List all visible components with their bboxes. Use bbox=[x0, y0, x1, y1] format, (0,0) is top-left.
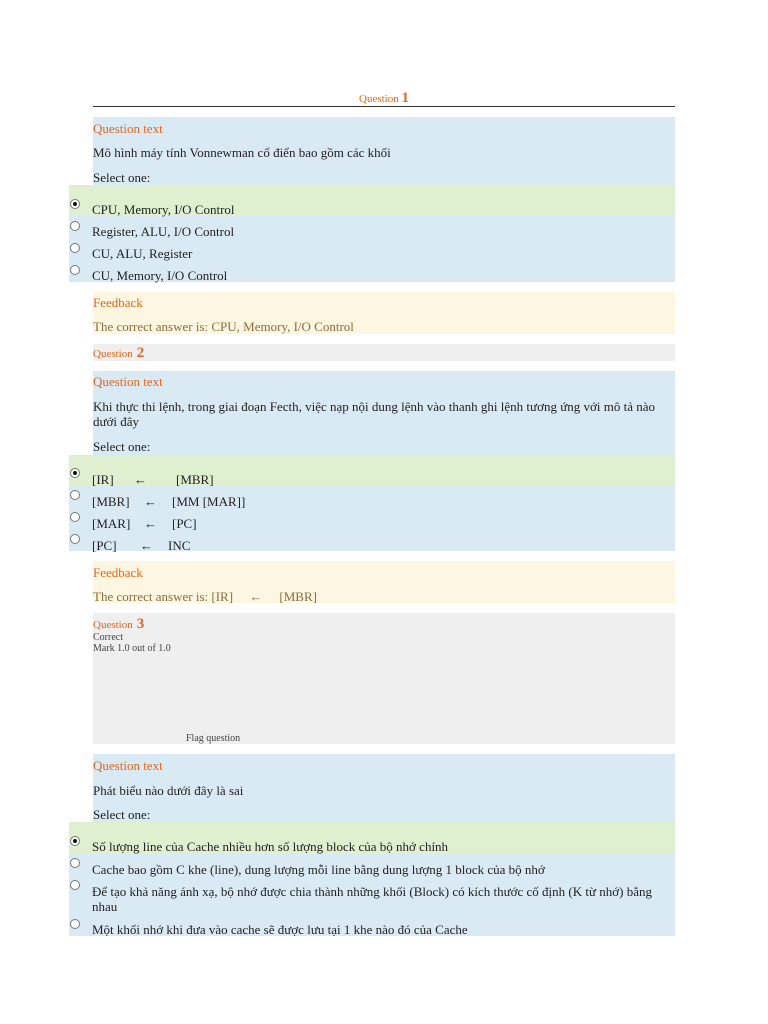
question-3-mark: Mark 1.0 out of 1.0 bbox=[93, 643, 171, 654]
question-3-option-2-radio[interactable] bbox=[70, 858, 80, 868]
question-1-option-3-radio[interactable] bbox=[70, 243, 80, 253]
question-1-header bbox=[93, 90, 675, 107]
question-3-option-3-radio[interactable] bbox=[70, 880, 80, 890]
question-2-option-2-arrow: ← bbox=[144, 494, 157, 509]
question-3-select-label: Select one: bbox=[93, 807, 151, 822]
question-2-option-3-arrow: ← bbox=[144, 516, 157, 531]
question-3-status: Correct bbox=[93, 632, 123, 643]
question-2-option-2-radio[interactable] bbox=[70, 490, 80, 500]
question-2-feedback-arrow: ← bbox=[249, 589, 263, 604]
question-1-option-3-label[interactable]: CU, ALU, Register bbox=[92, 246, 193, 261]
question-3-text: Phát biểu nào dưới đây là sai bbox=[93, 783, 244, 798]
question-2-feedback-right: [MBR] bbox=[279, 589, 317, 604]
question-1-option-4-label[interactable]: CU, Memory, I/O Control bbox=[92, 268, 228, 283]
question-2-section-label: Question text bbox=[93, 374, 163, 389]
question-3-option-3-label[interactable]: Để tạo khả năng ánh xạ, bộ nhớ được chia thành những khối (Block) có kích thước cố định (K từ nhớ) bằng nhau bbox=[92, 884, 653, 914]
question-2-option-2-right: [MM [MAR]] bbox=[172, 494, 246, 509]
question-2-option-1-radio[interactable] bbox=[70, 468, 80, 478]
question-1-word: Question bbox=[359, 93, 399, 105]
question-3-info-panel bbox=[93, 613, 675, 744]
question-2-word: Question bbox=[93, 348, 133, 360]
question-2-text: Khi thực thi lệnh, trong giai đoạn Fecth, việc nạp nội dung lệnh vào thanh ghi lệnh tương ứng với mô tả nào dưới đây bbox=[93, 399, 656, 429]
question-2-number: 2 bbox=[136, 345, 145, 361]
question-2-option-1-left: [IR] bbox=[92, 472, 114, 487]
question-2-option-4-left: [PC] bbox=[92, 538, 117, 553]
question-2-option-2-label[interactable] bbox=[92, 494, 245, 509]
question-2-option-4-arrow: ← bbox=[140, 538, 153, 553]
question-2-feedback-text bbox=[93, 589, 317, 605]
question-2-option-1-arrow: ← bbox=[134, 472, 147, 487]
question-1-option-2-label[interactable]: Register, ALU, I/O Control bbox=[92, 224, 235, 239]
question-2-option-1-right: [MBR] bbox=[176, 472, 214, 487]
question-2-option-3-radio[interactable] bbox=[70, 512, 80, 522]
question-2-option-3-left: [MAR] bbox=[92, 516, 131, 531]
question-1-option-4-radio[interactable] bbox=[70, 265, 80, 275]
question-2-option-2-left: [MBR] bbox=[92, 494, 130, 509]
question-1-feedback-label: Feedback bbox=[93, 295, 143, 310]
question-1-option-1-label[interactable]: CPU, Memory, I/O Control bbox=[92, 202, 235, 217]
question-3-word: Question bbox=[93, 619, 133, 631]
question-2-header bbox=[93, 344, 675, 361]
question-2-option-3-label[interactable] bbox=[92, 516, 197, 531]
question-3-option-2-label[interactable]: Cache bao gồm C khe (line), dung lượng mỗi line bằng dung lượng 1 block của bộ nhớ bbox=[92, 862, 545, 877]
question-3-number: 3 bbox=[136, 616, 145, 632]
question-3-option-4-radio[interactable] bbox=[70, 919, 80, 929]
question-2-option-4-radio[interactable] bbox=[70, 534, 80, 544]
question-1-section-label: Question text bbox=[93, 121, 163, 136]
flag-question-link[interactable]: Flag question bbox=[186, 733, 241, 744]
question-3-option-4-label[interactable]: Một khối nhớ khi đưa vào cache sẽ được lưu tại 1 khe nào đó của Cache bbox=[92, 922, 468, 937]
question-2-feedback-left: [IR] bbox=[211, 589, 234, 604]
question-2-select-label: Select one: bbox=[93, 439, 151, 454]
question-1-select-label: Select one: bbox=[93, 170, 151, 185]
question-2-option-4-right: INC bbox=[168, 538, 191, 553]
question-3-header bbox=[93, 615, 144, 633]
question-2-option-1-label[interactable] bbox=[92, 472, 214, 487]
question-3-option-1-label[interactable]: Số lượng line của Cache nhiều hơn số lượng block của bộ nhớ chính bbox=[92, 839, 449, 854]
question-2-feedback-label: Feedback bbox=[93, 565, 143, 580]
question-1-option-1-radio[interactable] bbox=[70, 199, 80, 209]
question-1-number: 1 bbox=[401, 90, 409, 106]
question-1-feedback-text: The correct answer is: CPU, Memory, I/O Control bbox=[93, 319, 354, 334]
question-1-text: Mô hình máy tính Vonnewman cổ điển bao gồm các khối bbox=[93, 145, 391, 160]
question-1-option-2-radio[interactable] bbox=[70, 221, 80, 231]
question-2-option-4-label[interactable] bbox=[92, 538, 190, 553]
question-3-section-label: Question text bbox=[93, 758, 163, 773]
question-2-feedback-prefix: The correct answer is: bbox=[93, 589, 209, 604]
question-2-option-3-right: [PC] bbox=[172, 516, 197, 531]
question-3-option-1-radio[interactable] bbox=[70, 836, 80, 846]
